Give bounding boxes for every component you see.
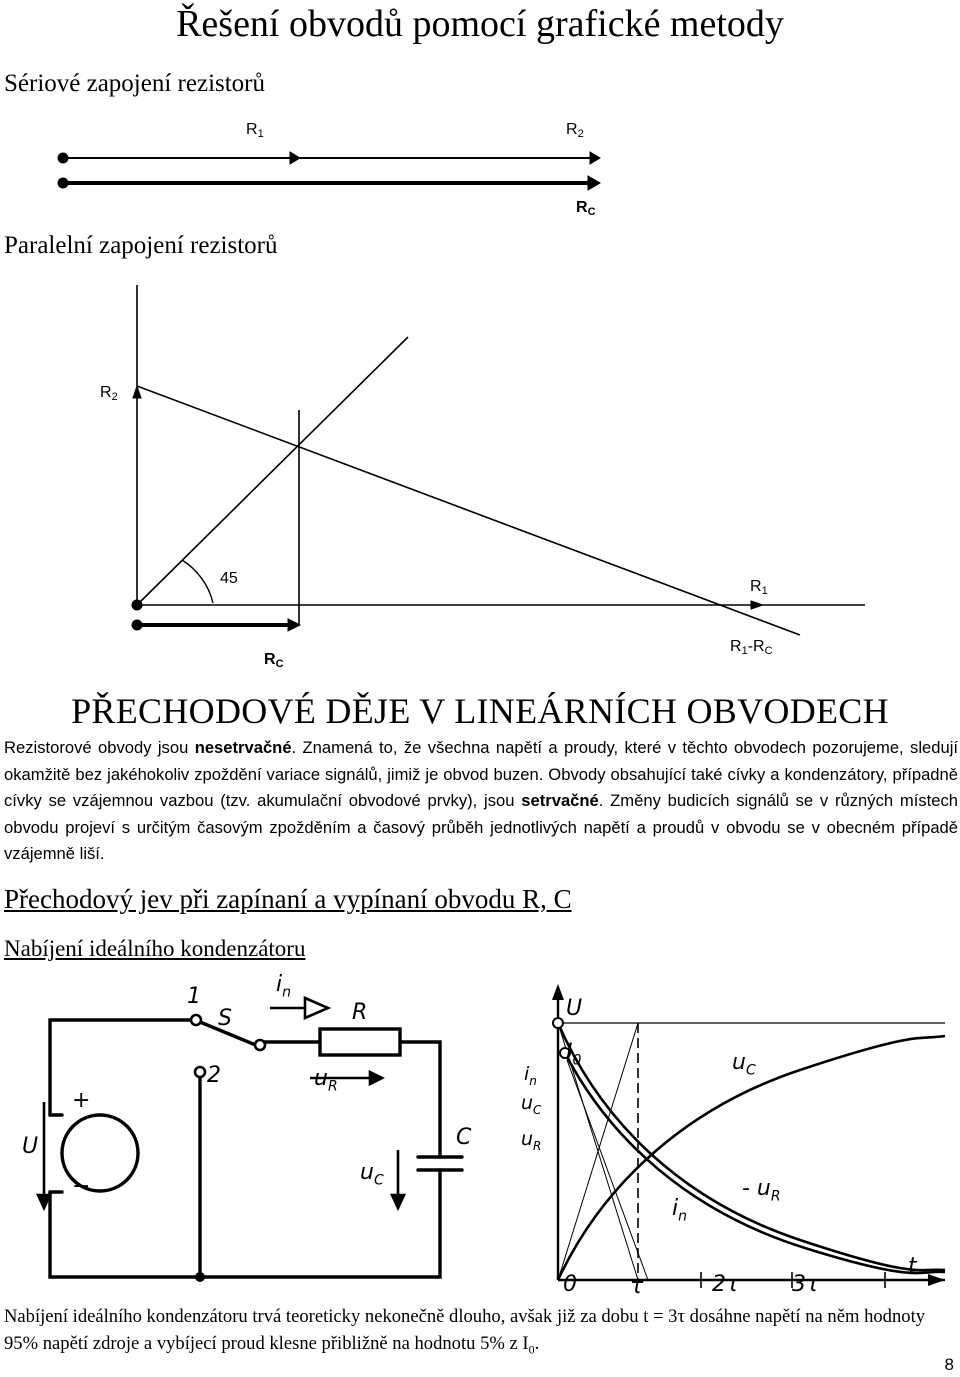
parallel-label-rc: $R_C$ xyxy=(264,651,284,670)
circuit-node2-label: 2 xyxy=(207,1063,221,1088)
circuit-ur-label: $u_R$ xyxy=(314,1066,338,1095)
graph-ylabel-in: $i_n$ xyxy=(524,1063,537,1088)
heading-serial-resistors: Sériové zapojení rezistorů xyxy=(4,70,266,97)
curve-in xyxy=(565,1053,945,1273)
page-title: Řešení obvodů pomocí grafické metody xyxy=(176,3,784,45)
graph-tick-2tau: 2τ xyxy=(712,1272,740,1297)
graph-curve-label-ur: - $u_R$ xyxy=(742,1176,781,1205)
graph-label-i0: $I_0$ xyxy=(566,1040,582,1069)
parallel-label-r2: $R_2$ xyxy=(100,384,118,403)
heading-rc-transient: Přechodový jev při zapínaní a vypínaní obvodu R, C xyxy=(4,884,572,914)
heading-transient-processes: PŘECHODOVÉ DĚJE V LINEÁRNÍCH OBVODECH xyxy=(71,691,889,731)
parallel-label-r1-minus-rc: $R_1-R_C$ xyxy=(730,638,773,657)
serial-label-rc: $R_C$ xyxy=(576,199,596,218)
graph-ylabel-uc: $u_C$ xyxy=(521,1092,542,1117)
circuit-uc-label: $u_C$ xyxy=(360,1160,384,1189)
graph-label-u: U xyxy=(566,996,583,1021)
circuit-capacitor-label: C xyxy=(456,1125,472,1150)
parallel-label-r1: $R_1$ xyxy=(750,578,768,597)
paragraph-charging-duration: Nabíjení ideálního kondenzátoru trvá teoreticky nekonečně dlouho, avšak již za dobu t = 3τ dosáhne napětí na něm hodnoty 95% napětí zdroje a vybíjecí proud klesne přibližně na hodnotu 5% z $I_0$. xyxy=(4,1306,926,1357)
circuit-resistor-label: R xyxy=(352,1000,368,1025)
graph-curve-label-in: $i_n$ xyxy=(672,1196,687,1225)
heading-capacitor-charging: Nabíjení ideálního kondenzátoru xyxy=(4,936,306,961)
circuit-minus-label: − xyxy=(72,1174,91,1199)
graph-tick-0: 0 xyxy=(563,1272,577,1297)
circuit-source-label: U xyxy=(22,1134,39,1159)
circuit-switch-label: S xyxy=(218,1006,232,1031)
page-number: 8 xyxy=(944,1355,954,1374)
graph-tick-3tau: 3τ xyxy=(792,1272,820,1297)
serial-label-r1: $R_1$ xyxy=(246,121,264,140)
heading-parallel-resistors: Paralelní zapojení rezistorů xyxy=(4,232,278,259)
label-angle-45: 45 xyxy=(220,570,238,587)
point-u xyxy=(553,1018,563,1028)
circuit-current-label: $i_n$ xyxy=(276,972,291,1001)
paragraph-inertia: Rezistorové obvody jsou nesetrvačné. Znamená to, že všechna napětí a proudy, které v těchto obvodech pozorujeme, sledují okamžitě bez jakéhokoliv zpoždění variace signálů, jimiž je obvod buzen. Obvody obsahující také cívky a kondenzátory, případně cívky se vzájemnou vazbou (tzv. akumulační obvodové prvky), jsou setrvačné. Změny budicích signálů se v různých místech obvodu projeví s určitým časovým zpožděním a časový průběh jednotlivých napětí a proudů v obvodu se v obecném případě vzájemně liší. xyxy=(4,738,958,864)
serial-label-r2: $R_2$ xyxy=(566,121,584,140)
circuit-plus-label: + xyxy=(72,1088,91,1113)
graph-tick-tau: τ xyxy=(630,1274,644,1299)
graph-xlabel-t: t xyxy=(908,1254,917,1279)
circuit-node1-label: 1 xyxy=(187,984,201,1009)
graph-ylabel-ur: $u_R$ xyxy=(521,1128,542,1153)
graph-curve-label-uc: $u_C$ xyxy=(732,1050,756,1079)
